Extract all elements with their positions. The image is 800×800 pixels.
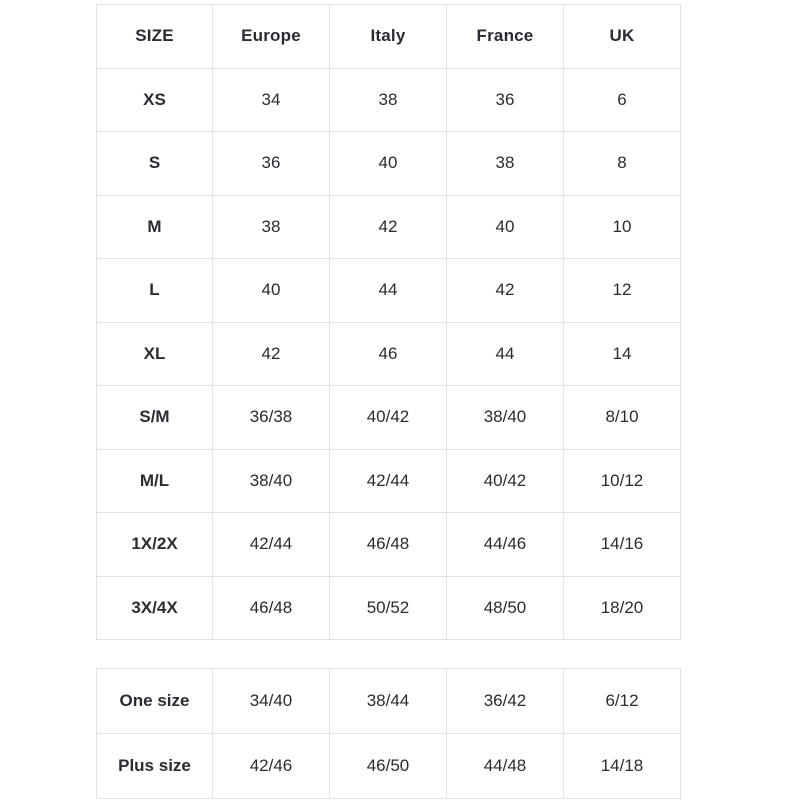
table-row — [97, 132, 681, 196]
column-header-france: France — [447, 5, 564, 69]
table-header-row — [97, 5, 681, 69]
column-header-uk: UK — [564, 5, 681, 69]
cell-uk: 14/18 — [564, 734, 681, 799]
cell-uk: 14/16 — [564, 513, 681, 577]
cell-italy: 42/44 — [330, 449, 447, 513]
cell-france: 44 — [447, 322, 564, 386]
cell-italy: 40 — [330, 132, 447, 196]
cell-europe: 38 — [213, 195, 330, 259]
cell-uk: 6/12 — [564, 669, 681, 734]
cell-europe: 34 — [213, 68, 330, 132]
cell-uk: 12 — [564, 259, 681, 323]
cell-europe: 42/44 — [213, 513, 330, 577]
table-row — [97, 669, 681, 734]
main-table-body — [97, 68, 681, 640]
cell-europe: 42/46 — [213, 734, 330, 799]
secondary-size-table-container — [96, 668, 680, 799]
column-header-size: SIZE — [97, 5, 213, 69]
cell-france: 48/50 — [447, 576, 564, 640]
cell-italy: 44 — [330, 259, 447, 323]
table-row — [97, 68, 681, 132]
cell-europe: 40 — [213, 259, 330, 323]
cell-uk: 8/10 — [564, 386, 681, 450]
row-label: XS — [97, 68, 213, 132]
cell-uk: 10/12 — [564, 449, 681, 513]
cell-uk: 10 — [564, 195, 681, 259]
cell-europe: 38/40 — [213, 449, 330, 513]
column-header-europe: Europe — [213, 5, 330, 69]
table-row — [97, 449, 681, 513]
main-table-header — [97, 5, 681, 69]
row-label: One size — [97, 669, 213, 734]
table-row — [97, 386, 681, 450]
table-row — [97, 734, 681, 799]
row-label: S/M — [97, 386, 213, 450]
table-row — [97, 259, 681, 323]
table-row — [97, 322, 681, 386]
cell-italy: 50/52 — [330, 576, 447, 640]
table-row — [97, 513, 681, 577]
row-label: 1X/2X — [97, 513, 213, 577]
cell-italy: 46/48 — [330, 513, 447, 577]
cell-uk: 8 — [564, 132, 681, 196]
row-label: XL — [97, 322, 213, 386]
cell-france: 36 — [447, 68, 564, 132]
cell-italy: 38 — [330, 68, 447, 132]
cell-europe: 46/48 — [213, 576, 330, 640]
cell-europe: 36/38 — [213, 386, 330, 450]
table-row — [97, 576, 681, 640]
cell-italy: 42 — [330, 195, 447, 259]
cell-france: 44/46 — [447, 513, 564, 577]
table-row — [97, 195, 681, 259]
cell-uk: 14 — [564, 322, 681, 386]
cell-europe: 34/40 — [213, 669, 330, 734]
cell-uk: 6 — [564, 68, 681, 132]
row-label: M/L — [97, 449, 213, 513]
row-label: Plus size — [97, 734, 213, 799]
main-size-table-container — [96, 4, 680, 640]
cell-france: 42 — [447, 259, 564, 323]
cell-france: 40 — [447, 195, 564, 259]
row-label: M — [97, 195, 213, 259]
cell-france: 36/42 — [447, 669, 564, 734]
column-header-italy: Italy — [330, 5, 447, 69]
main-size-table — [96, 4, 681, 640]
cell-italy: 46/50 — [330, 734, 447, 799]
cell-italy: 46 — [330, 322, 447, 386]
cell-france: 38/40 — [447, 386, 564, 450]
cell-uk: 18/20 — [564, 576, 681, 640]
row-label: S — [97, 132, 213, 196]
cell-italy: 40/42 — [330, 386, 447, 450]
row-label: L — [97, 259, 213, 323]
cell-italy: 38/44 — [330, 669, 447, 734]
cell-france: 40/42 — [447, 449, 564, 513]
row-label: 3X/4X — [97, 576, 213, 640]
secondary-table-body — [97, 669, 681, 799]
cell-europe: 42 — [213, 322, 330, 386]
cell-france: 44/48 — [447, 734, 564, 799]
secondary-size-table — [96, 668, 681, 799]
cell-france: 38 — [447, 132, 564, 196]
cell-europe: 36 — [213, 132, 330, 196]
